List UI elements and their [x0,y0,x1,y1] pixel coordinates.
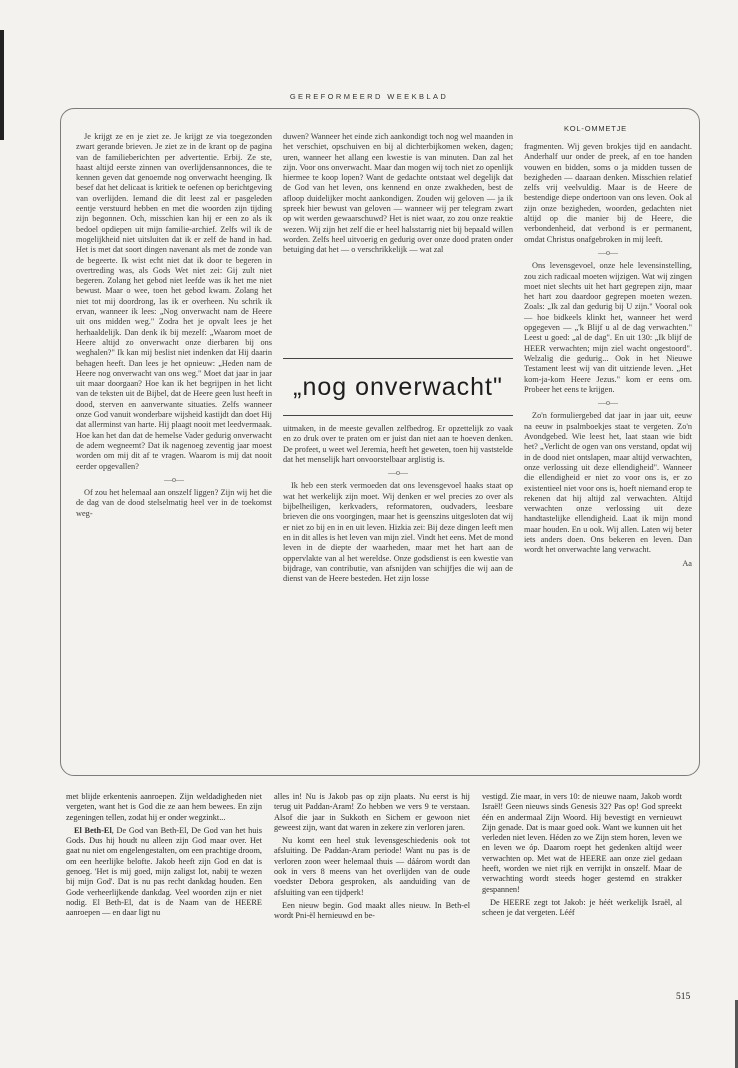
article-column-1 [76,132,272,522]
lower-paragraph: vestigd. Zie maar, in vers 10: de nieuwe naam, Jakob wordt Israël! Geen nieuws sinds Genesis 32? Pas op! God spreekt één en andermaal Zijn Woord. Hij bevestigt en vernieuwt Zijn genade. Dat is maar goed ook. Want we kunnen uit het verleden niet leven. Héden zo we Zijn stem horen, leven we en leven we óp. Daarom roept het gedenken altijd weer verwachten op. Met wat de HEERE aan onze ziel gedaan heeft, worden we niet rijk en verrijkt in onszelf. Maar de verwachting wordt steeds hoger gestemd en strakker gespannen! [482,792,682,894]
lower-paragraph-text: , De God van Beth-El, De God van het huis Gods. Dus hij houdt nu alleen zijn God maar over. Het gaat nu niet om engelengestalten, om een prachtige droom, om een heerlijke belofte. Jakob heeft zijn God en dat is genoeg. 'Het is mij goed, mijn zaligst lot, nabij te wezen bij mijn God'. Dat is nu pas recht dankdag houden. Een Gode verheerlijkende dankdag. Veel woorden zijn er niet nodig. El Beth-El, dat is de Naam van de HEERE aanroepen — en daar ligt nu [66,825,262,918]
lower-paragraph: Nu komt een heel stuk levensgeschiedenis ook tot afsluiting. De Paddan-Aram periode! Want nu pas is de verloren zoon weer helemaal thuis — dáárom wordt dan ook in vers 8 meens van het overlijden van de oude voedster Debora gesproken, als aanduiding van de afsluiting van een tijdperk! [274,836,470,897]
article-paragraph: uitmaken, in de meeste gevallen zelfbedrog. Er opzettelijk zo vaak en zo druk over te praten om er juist dan niet aan te hoeven denken. De profeet, u weet wel Jeremia, heeft het geweten, toen hij vaststelde dat het menselijk hart onvoorstelbaar arglistig is. [283,424,513,464]
section-separator: —o— [164,474,184,484]
headline-box [283,358,513,416]
article-paragraph: Ik heb een sterk vermoeden dat ons levensgevoel haaks staat op wat het werkelijk zijn moet. Wij denken er wel precies zo over als bijbelheiligen, kerkvaders, reformatoren, oudvaders, leesbare brieven die ons voorgingen, maar het is geenszins uitgesloten dat wij er niet zo bij en in en uit leven. Hizkia zei: Bij deze dingen leeft men en in dit alles is het leven van mijn ziel. Vindt het eens. Met de mond leven in de diepte der waarheden, maar met het hart aan de oppervlakte van al het wereldse. Onze godsdienst is een kwestie van bijdrage, van contributie, van afsnijden van schijfjes die wij aan de dienst van de Heere besteden. Het zijn losse [283,481,513,584]
lower-column-3 [482,792,682,922]
lower-paragraph: met blijde erkentenis aanroepen. Zijn weldadigheden niet vergeten, want het is God die ze aan hem bewees. En zijn zegeningen tellen, zodat hij er onder wegzinkt... [66,792,262,822]
article-column-2 [283,132,513,259]
lower-paragraph [66,826,262,919]
section-separator: —o— [598,247,618,257]
article-column-2-lower [283,424,513,587]
section-separator: —o— [388,468,408,478]
article-headline: „nog onverwacht" [293,372,503,401]
article-paragraph: Ons levensgevoel, onze hele levensinstelling, zou zich radicaal moeten wijzigen. Wat wij zingen moet niet slechts uit het hart gegrepen zijn, maar het hart zou daardoor gegrepen moeten wezen. Zoals: „Ik zal dan gedurig bij U zijn." Vooral ook — hoe bidkeels klinkt het, wanneer het werd opgegeven — „'k Blijf u al de dag verwachten." Leest u goed: „al de dag". En uit 130: „Ik blijf de HEER verwachten; mijn ziel wacht ongestoord". Welzalig die gedurig... Ook in het Nieuwe Testament leest wij van dit uitziende leven. „Het kom-ja-kom Heere Jezus." kom er eens om. Probeer het eens te krijgen. [524,261,692,394]
bold-term: El Beth-El [74,825,112,835]
scan-edge-mark [0,30,4,140]
article-column-3 [524,142,692,569]
article-paragraph: duwen? Wanneer het einde zich aankondigt toch nog wel maanden in het verschiet, opschuiven en bij al dichterbijkomen weken, dagen; uren, wanneer het allang een kwestie is van minuten. Dan zal het zijn. Voor ons onverwacht. Maar dan mogen wij toch niet zo openlijk hiermee te koop lopen? Want de gedachte ontstaat wel degelijk dat de God van het leven, ons kennend en onze zwakheden, best de afloop duidelijker mocht aankondigen. Zouden wij geloven — ja ik spreek hier bewust van geloven — wanneer wij per telegram zwart op wit werden gewaarschuwd? Het is niet waar, zo zou onze reaktie wezen. Wij zijn het zelf die er heel halsstarrig niet bij bepaald willen worden. Zelfs heel uitvoerig en gedurig over onze dood praten onder betuiging dat het — o verschrikkelijk — wat zal [283,132,513,255]
running-head: GEREFORMEERD WEEKBLAD [289,92,449,101]
lower-paragraph: De HEERE zegt tot Jakob: je héét werkelijk Israël, al scheen je dat vergeten. Lééf [482,897,682,918]
section-separator: —o— [598,398,618,408]
lower-column-2 [274,792,470,925]
article-paragraph: Je krijgt ze en je ziet ze. Je krijgt ze via toegezonden zwart gerande brieven. Je ziet ze in de krant op de pagina van de familieberichten per advertentie. Erbij. Ze ste, haast altijd eerste zinnen van overlijdensannonces, die te kennen geven dat genoemde nog onverwacht heenging. Ik besef dat het delicaat is kritiek te oefenen op berichtgeving van overlijden. Iemand die dit leest zal er pasgeleden eentje verstuurd hebben en met die woorden zijn tijding zijn begonnen. Och, misschien kan hij er een zo als ik bedoel opdiepen uit mijn familie-archief. Zelfs wil ik de mogelijkheid niet uitsluiten dat ik er zelf de hand in had. Het is met dat soort dingen navenant als met de zonde van de begeerte. Ik wist echt niet dat ik door te begeren in overtreding was, als Gods Wet niet zei: Gij zult niet begeren. Zolang het gebod niet leefde was ik het me niet bewust. Maar o wee, toen het gebod kwam. Zolang het niet tot mij doordrong, las ik er overheen. Nu schrik ik ervan, wanneer ik lees: „Nog onverwacht nam de Heere uit ons midden weg." Zodra het je opvalt lees je het herhaaldelijk. Dan denk ik bij mezelf: „Waarom moet de Heere altijd zo onverwacht onze dierbaren bij ons weghalen?" Ik kan mij beslist niet indenken dat Hij daarin behagen heeft. Dan lees je het opnieuw: „Heden nam de Heere nog onverwacht van ons weg." Moet dat jaar in jaar uit maar doorgaan? Hoe kan ik het begrijpen in het licht van de teksten uit de Bijbel, dat de Heere geen lust heeft in dood, sterven en aanverwante situaties. Zelfs wanneer onze God vanuit wonderbare wijsheid kastijdt dan doet Hij dat allerminst van harte. Hij plaagt nooit met leedvermaak. Hoe kan het dan dat de hemelse Vader gedurig onverwacht de adem wegneemt? Dat ik nagenoeg zeventig jaar moest worden om mij dit af te vragen. Waarom is mij dat nooit eerder opgevallen? [76,132,272,471]
article-paragraph: Zo'n formuliergebed dat jaar in jaar uit, eeuw na eeuw in psalmboekjes staat te vergeten. Zo'n Avondgebed. Wie leest het, laat staan wie bidt het? „Verlicht de ogen van ons verstand, opdat wij in de dood niet ontslapen, maar altijd verwachten, onze verlossing uit deze ellendigheid". Wanneer die ellendigheid er niet zo voor ons is, er zo existentieel niet voor ons is, hoeft niemand erop te rekenen dat hij altijd zal verwachten. Altijd verwachten onze verlossing uit deze handtastelijke ellendigheid. Laat ik mijn mond maar houden. En u ook. Wij allen. Laten wij beter iets anders doen. Ons bekeren en leven. Dan wordt het onverwachte lang verwacht. [524,411,692,555]
page-number: 515 [676,992,691,1002]
article-paragraph: fragmenten. Wij geven brokjes tijd en aandacht. Anderhalf uur onder de preek, af en toe handen vouwen en bidden, soms o ja midden tussen de bezigheden — daaraan denken. Misschien relatief zelfs vrij veelvuldig. Maar is de Heere de bestendige diepe ondertoon van ons leven. Ook al zijn onze bezigheden, woorden, gedachten niet altijd op die manier bij de Heere, die verbondenheid, dat verbond is er permanent, omdat Christus onafgebroken in mij leeft. [524,142,692,244]
article-paragraph: Of zou het helemaal aan onszelf liggen? Zijn wij het die de dag van de dood stelselmatig heel ver in de toekomst weg- [76,488,272,518]
lower-column-1 [66,792,262,922]
author-signature: Aa [682,558,692,568]
lower-paragraph: Een nieuw begin. God maakt alles nieuw. In Beth-el wordt Pni-ël hernieuwd en be- [274,900,470,921]
column-label: KOL-OMMETJE [564,124,627,133]
lower-paragraph: alles in! Nu is Jakob pas op zijn plaats. Nu eerst is hij terug uit Paddan-Aram! Zo hebben we vers 9 te verstaan. Alsof die jaar in Sukkoth en Sichem er gewoon niet geweest zijn, want dat waren in zekere zin verloren jaren. [274,792,470,832]
